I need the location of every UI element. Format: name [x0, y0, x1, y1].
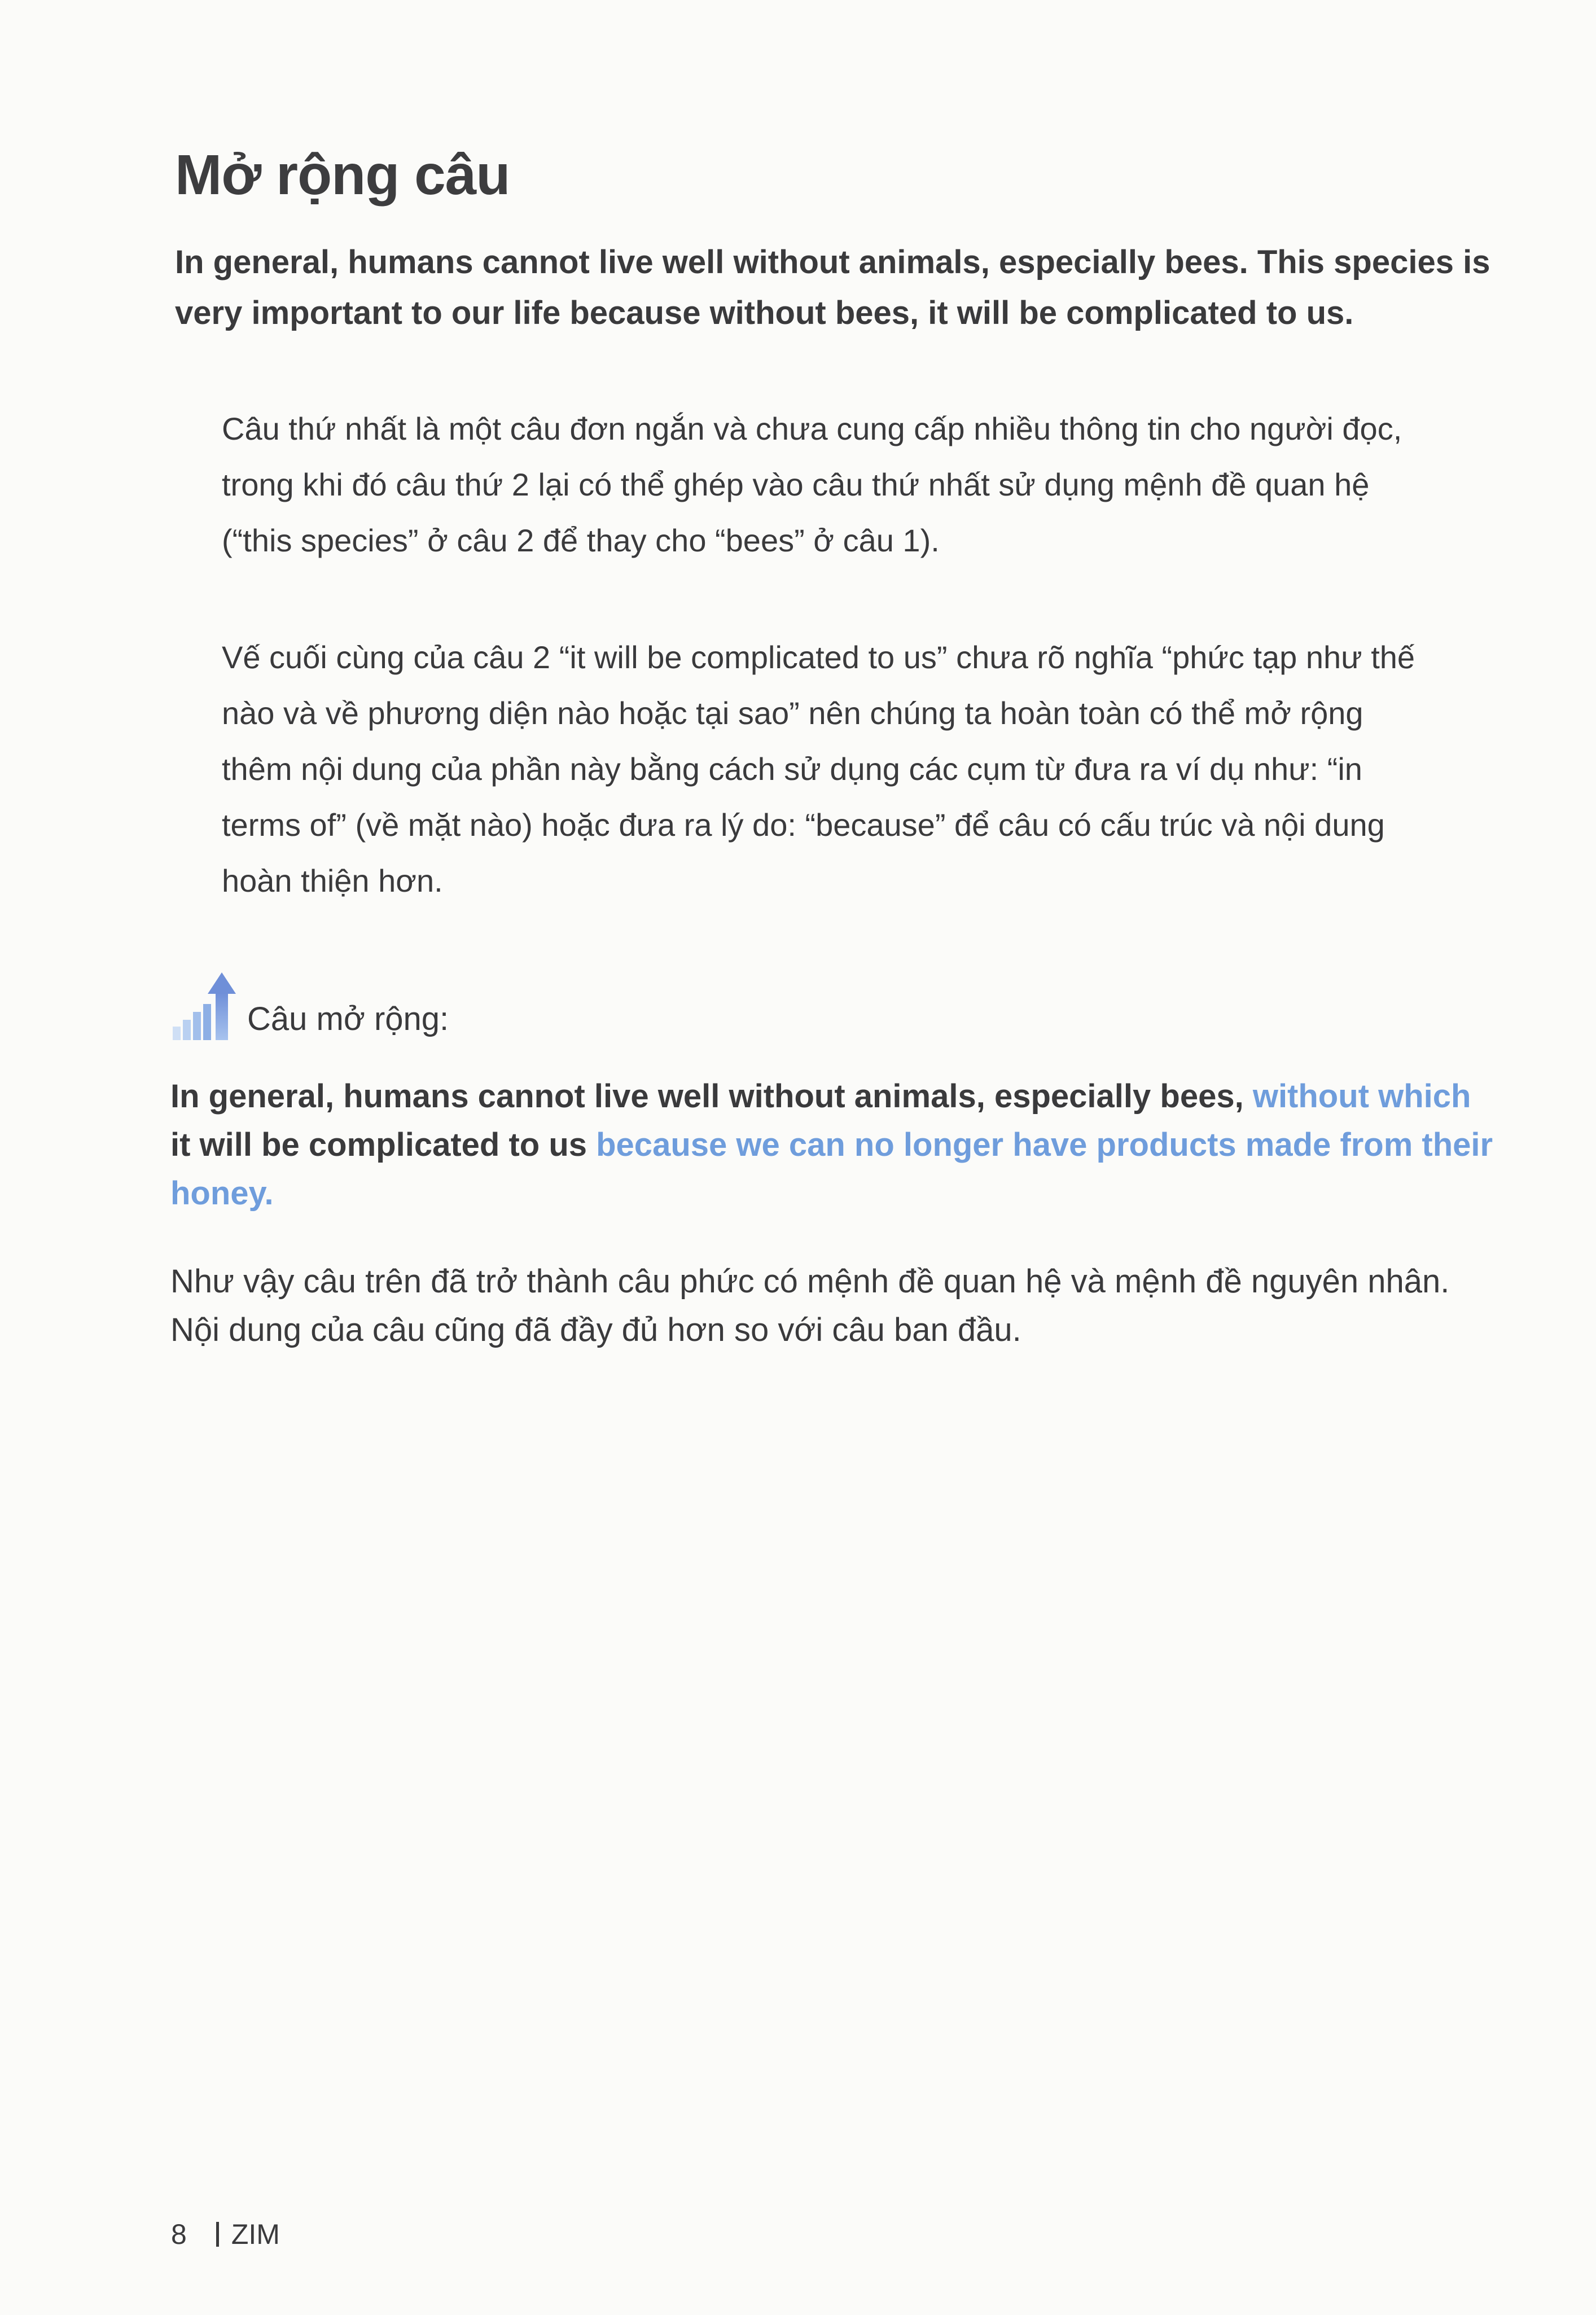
page-footer: [171, 2218, 280, 2251]
growth-arrow-icon: [169, 971, 237, 1041]
analysis-paragraph-1: Câu thứ nhất là một câu đơn ngắn và chưa cung cấp nhiều thông tin cho người đọc, trong khi đó câu thứ 2 lại có thể ghép vào câu thứ nhất sử dụng mệnh đề quan hệ (“this species” ở câu 2 để thay cho “bees” ở câu 1).: [222, 411, 1402, 558]
expanded-sentence: [170, 1072, 1497, 1218]
conclusion-paragraph: Như vậy câu trên đã trở thành câu phức có mệnh đề quan hệ và mệnh đề nguyên nhân. Nội dung của câu cũng đã đầy đủ hơn so với câu ban đầu.: [170, 1263, 1450, 1348]
original-sentence: In general, humans cannot live well without animals, especially bees. This species is very important to our life because without bees, it will be complicated to us.: [175, 244, 1490, 331]
expanded-sentence-label: Câu mở rộng:: [247, 1001, 449, 1037]
analysis-paragraph-2: Vế cuối cùng của câu 2 “it will be complicated to us” chưa rõ nghĩa “phức tạp như thế nào và về phương diện nào hoặc tại sao” nên chúng ta hoàn toàn có thể mở rộng thêm nội dung của phần này bằng cách sử dụng các cụm từ đưa ra ví dụ như: “in terms of” (về mặt nào) hoặc đưa ra lý do: “because” để câu có cấu trúc và nội dung hoàn thiện hơn.: [222, 639, 1415, 898]
page-title: Mở rộng câu: [175, 143, 510, 207]
expanded-part-1: In general, humans cannot live well without animals, especially bees,: [170, 1078, 1253, 1115]
expanded-highlight-1: without which: [1252, 1078, 1471, 1115]
footer-brand: ZIM: [231, 2218, 280, 2250]
expanded-highlight-2: because we can no longer have products made from their honey.: [170, 1126, 1493, 1212]
page-number: 8: [171, 2218, 187, 2250]
expanded-part-2: it will be complicated to us: [170, 1126, 597, 1163]
expanded-sentence-heading: [169, 968, 449, 1041]
footer-separator: [216, 2222, 219, 2247]
